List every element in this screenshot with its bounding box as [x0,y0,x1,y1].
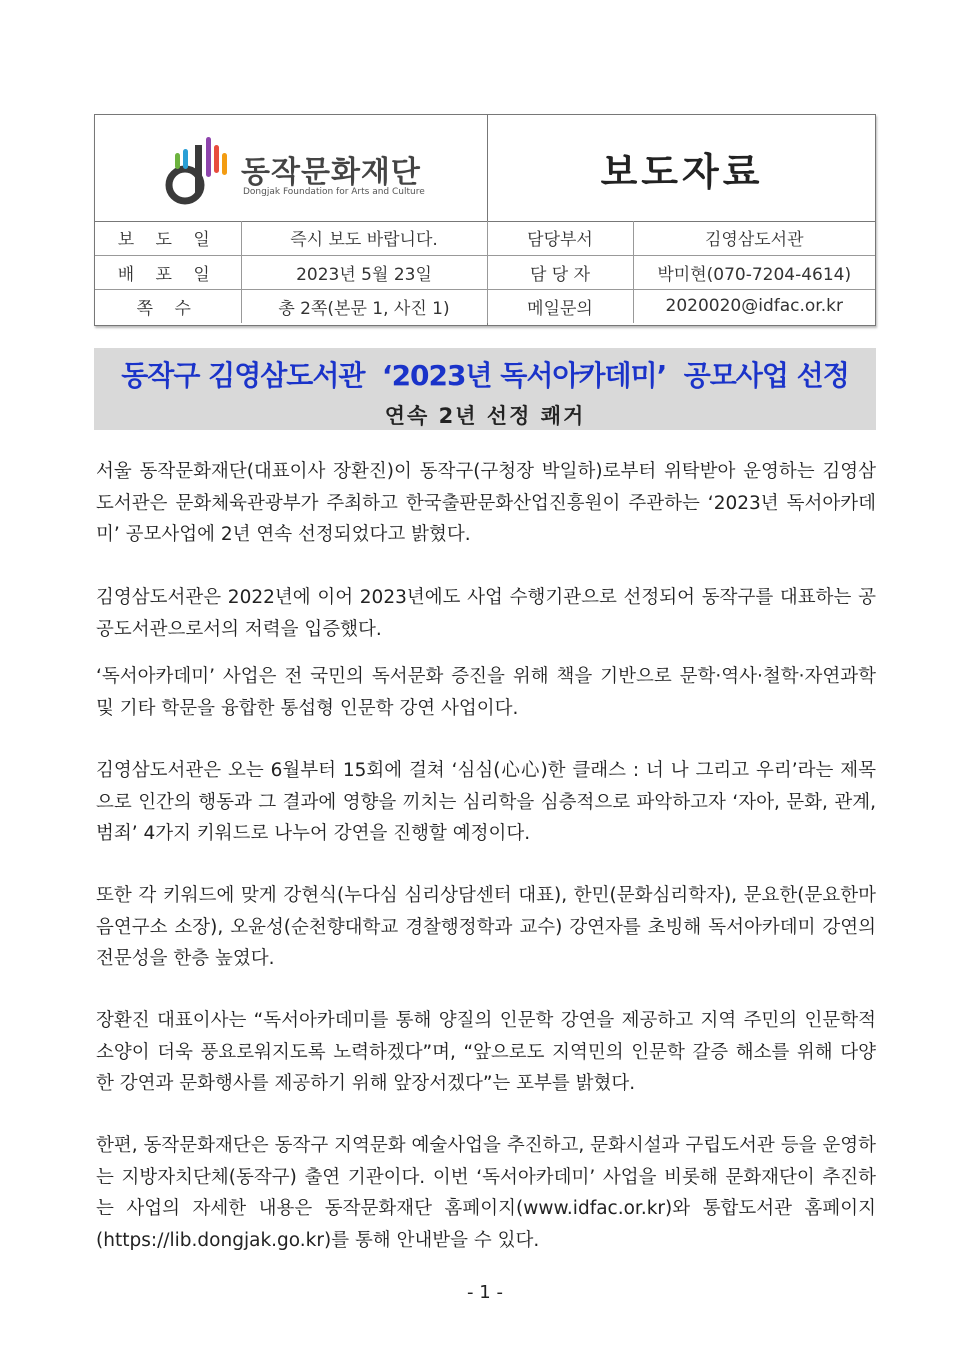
contact-person-value: 박미현(070-7204-4614) [633,255,875,289]
release-info-table [95,221,875,323]
org-name: 동작문화재단 [241,155,421,190]
table-row [95,221,875,255]
contact-person-label: 담 당 자 [487,255,633,289]
headline-subtitle: 연속 2년 선정 쾌거 [384,404,586,428]
paragraph-5: 또한 각 키워드에 맞게 강현식(누다심 심리상담센터 대표), 한민(문화심리학자), 문요한(문요한마음연구소 소장), 오윤성(순천향대학교 경찰행정학과 교수) 강연자를 초빙해 독서아카데미 강연의 전문성을 한층 높였다. [96,885,876,969]
paragraph-7: 한편, 동작문화재단은 동작구 지역문화 예술사업을 추진하고, 문화시설과 구립도서관 등을 운영하는 지방자치단체(동작구) 출연 기관이다. 이번 ‘독서아카데미’ 사업을 비롯해 문화재단이 추진하는 사업의 자세한 내용은 동작문화재단 홈페이지(www.idfac.or.kr)와 통합도서관 홈페이지(https://lib.dongjak.go.kr)를 통해 안내받을 수 있다. [96,1135,876,1251]
paragraph-6: 장환진 대표이사는 “독서아카데미를 통해 양질의 인문학 강연을 제공하고 지역 주민의 인문학적 소양이 더욱 풍요로워지도록 노력하겠다”며, “앞으로도 지역민의 인문학 갈증 해소를 위해 다양한 강연과 문화행사를 제공하기 위해 앞장서겠다”는 포부를 밝혔다. [96,1010,876,1094]
logo-bars-icon [163,131,235,211]
headline-title: 동작구 김영삼도서관 ‘2023년 독서아카데미’ 공모사업 선정 [121,359,849,392]
table-row [95,255,875,289]
release-date-value: 즉시 보도 바랍니다. [241,221,487,255]
headline-box [94,348,876,430]
page-number: - 1 - [467,1282,503,1303]
distribution-date-label: 배 포 일 [95,255,241,289]
distribution-date-value: 2023년 5월 23일 [241,255,487,289]
paragraph-1: 서울 동작문화재단(대표이사 장환진)이 동작구(구청장 박일하)로부터 위탁받아 운영하는 김영삼도서관은 문화체육관광부가 주최하고 한국출판문화산업진흥원이 주관하는 ‘2023년 독서아카데미’ 공모사업에 2년 연속 선정되었다고 밝혔다. [96,461,876,545]
foundation-logo [163,131,423,211]
org-name-english: Dongjak Foundation for Arts and Culture [243,187,425,197]
paragraph-2: 김영삼도서관은 2022년에 이어 2023년에도 사업 수행기관으로 선정되어 동작구를 대표하는 공공도서관으로서의 저력을 입증했다. [96,587,876,640]
page-count-label: 쪽 수 [136,298,199,319]
paragraph-3: ‘독서아카데미’ 사업은 전 국민의 독서문화 증진을 위해 책을 기반으로 문학·역사·철학·자연과학 및 기타 학문을 융합한 통섭형 인문학 강연 사업이다. [96,666,876,719]
release-date-label: 보 도 일 [95,221,241,255]
table-row [95,289,875,323]
page-count-value: 총 2쪽(본문 1, 사진 1) [241,289,487,323]
paragraph-4: 김영삼도서관은 오는 6월부터 15회에 걸쳐 ‘심심(心心)한 클래스 : 너 나 그리고 우리’라는 제목으로 인간의 행동과 그 결과에 영향을 끼치는 심리학을 심층적으로 파악하고자 ‘자아, 문화, 관계, 범죄’ 4가지 키워드로 나누어 강연을 진행할 예정이다. [96,760,876,844]
email-label: 메일문의 [487,289,633,323]
department-value: 김영삼도서관 [633,221,875,255]
department-label: 담당부서 [487,221,633,255]
header-top-row [95,115,875,222]
document-type-title: 보도자료 [600,149,764,194]
email-value[interactable]: 2020020@idfac.or.kr [633,289,875,323]
press-release-header [94,114,876,326]
